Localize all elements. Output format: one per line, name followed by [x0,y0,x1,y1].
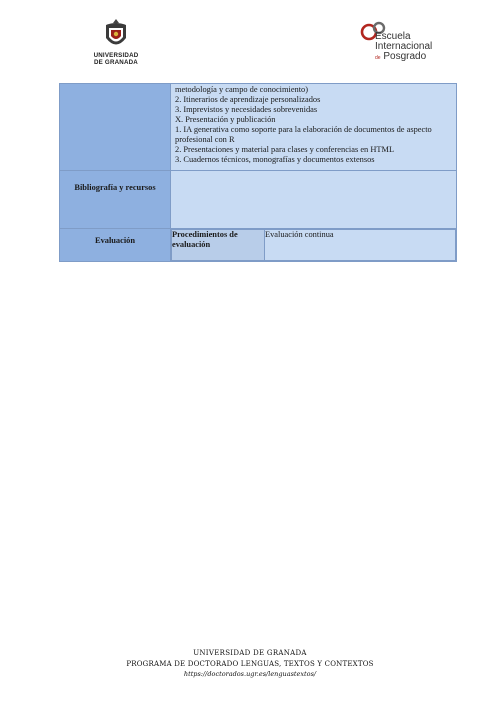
empty-label-cell [60,84,171,171]
evaluacion-value: Evaluación continua [265,230,456,261]
footer-program: PROGRAMA DE DOCTORADO LENGUAS, TEXTOS Y CONTEXTOS [126,660,374,668]
content-line: 2. Presentaciones y material para clases y conferencias en HTML [175,145,395,154]
evaluacion-label-cell [60,229,171,262]
footer-url[interactable]: https://doctorados.ugr.es/lenguastextos/ [183,670,317,678]
escuela-posgrado-logo [357,20,447,68]
bibliografia-label: Bibliografía y recursos [74,183,156,192]
procedimientos-label: Procedimientos de evaluación [172,230,265,261]
escuela-line2: Internacional [375,41,433,52]
content-line: 1. IA generativa como soporte para la elaboración de documentos de aspecto profesional con R [175,125,432,144]
footer-university: UNIVERSIDAD DE GRANADA [193,649,307,657]
escuela-prefix: de [375,55,381,61]
university-name-line1: UNIVERSIDAD [93,52,139,59]
escuela-line1: Escuela [375,31,411,42]
contents-cell [171,84,457,171]
coat-of-arms-icon [101,18,131,52]
bibliografia-value-cell [171,171,457,229]
university-logo [88,18,144,72]
content-line: 2. Itinerarios de aprendizaje personalizados [175,95,321,104]
university-name-line2: DE GRANADA [94,59,138,66]
content-line: X. Presentación y publicación [175,115,276,124]
evaluacion-detail-cell [171,229,457,262]
content-line: metodología y campo de conocimiento) [175,85,309,94]
escuela-line3: Posgrado [383,51,427,62]
course-info-table [59,83,457,262]
bibliografia-label-cell [60,171,171,229]
content-line: 3. Imprevistos y necesidades sobrevenidas [175,105,318,114]
evaluacion-label: Evaluación [94,236,136,245]
content-line: 3. Cuadernos técnicos, monografías y documentos extensos [175,155,375,164]
